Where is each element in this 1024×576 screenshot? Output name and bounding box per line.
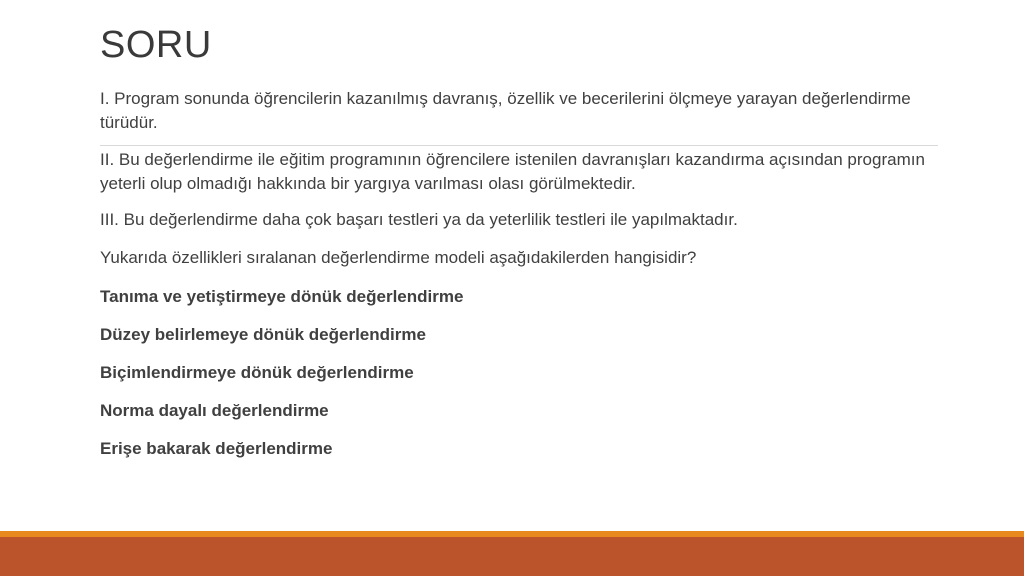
answer-option-3: Biçimlendirmeye dönük değerlendirme [100, 363, 414, 382]
question-text: Yukarıda özellikleri sıralanan değerlendirme modeli aşağıdakilerden hangisidir? [100, 248, 697, 267]
slide-title: SORU [100, 24, 212, 66]
statement-3: III. Bu değerlendirme daha çok başarı testleri ya da yeterlilik testleri ile yapılmaktadır. [100, 210, 738, 229]
divider-line [100, 145, 938, 146]
statement-2: II. Bu değerlendirme ile eğitim programının öğrencilere istenilen davranışları kazandırma açısından programın yeterli olup olmadığı hakkında bir yargıya varılması olası görülmektedir. [100, 150, 925, 193]
footer-bar [0, 537, 1024, 576]
answer-option-1: Tanıma ve yetiştirmeye dönük değerlendirme [100, 287, 464, 306]
answer-option-2: Düzey belirlemeye dönük değerlendirme [100, 325, 426, 344]
answer-option-4: Norma dayalı değerlendirme [100, 401, 329, 420]
statement-1: I. Program sonunda öğrencilerin kazanılmış davranış, özellik ve becerilerini ölçmeye yarayan değerlendirme türüdür. [100, 89, 911, 132]
answer-option-5: Erişe bakarak değerlendirme [100, 439, 333, 458]
